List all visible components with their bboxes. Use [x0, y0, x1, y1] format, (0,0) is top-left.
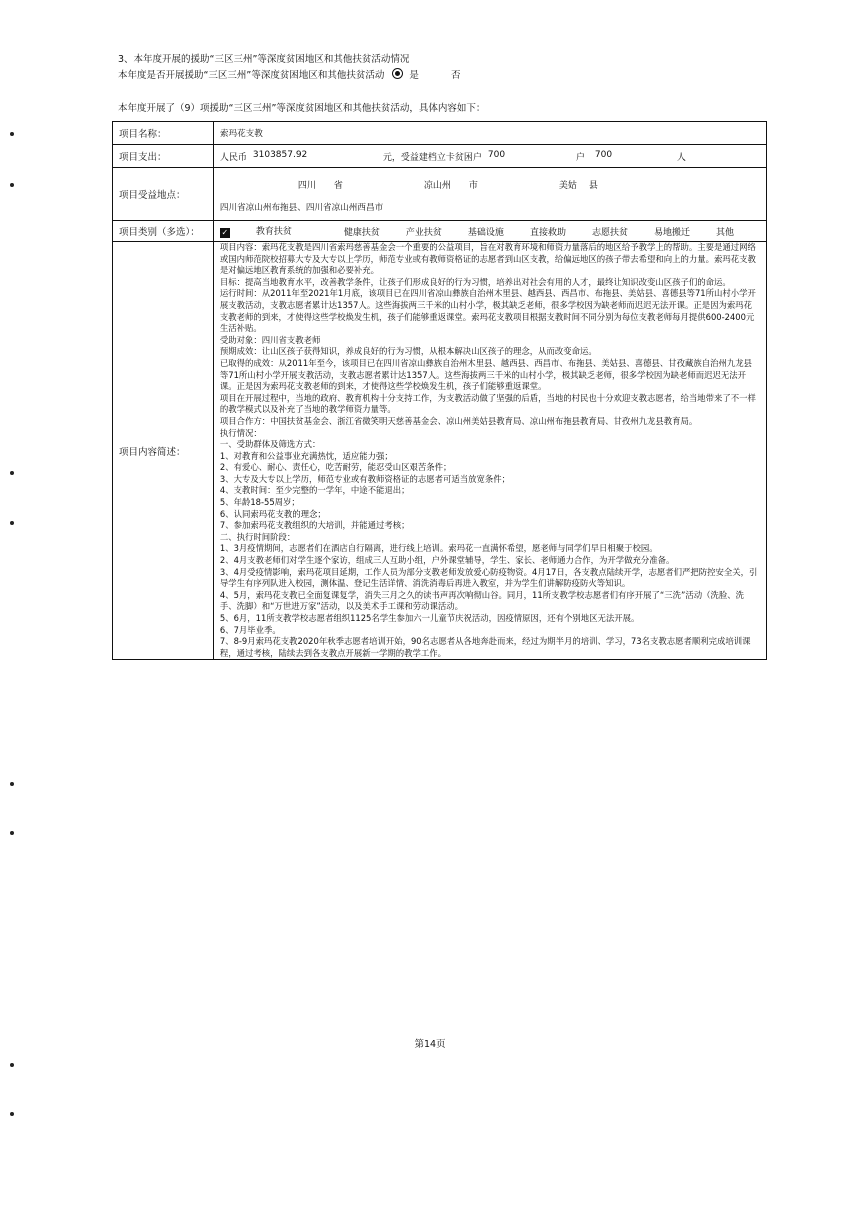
desc-paragraph: 受助对象：四川省支教老师 [219, 334, 321, 345]
spend-amount: 3103857.92 [252, 149, 308, 160]
province-value: 四川 [297, 180, 316, 191]
desc-paragraph: 预期成效：让山区孩子获得知识，养成良好的行为习惯，从根本解决山区孩子的理念，从而改变命运。 [219, 346, 597, 357]
project-spend-label: 项目支出： [113, 145, 214, 168]
section-header [118, 52, 798, 84]
category-infrastructure[interactable]: 基础设施 [467, 227, 504, 238]
project-table [112, 121, 767, 660]
category-direct-aid[interactable]: 直接救助 [529, 227, 566, 238]
desc-paragraph: 5、年龄18-55周岁； [219, 497, 300, 508]
desc-paragraph: 3、4月受疫情影响，索玛花项目延期，工作人员为部分支教老师发放爱心防疫物资。4月17日，各支教点陆续开学，志愿者们严把防控安全关，引导学生有序列队进入校园，测体温、登记生活详情、消洗消毒后再进入教室，并为学生们讲解防疫防火等知识。 [219, 566, 758, 589]
project-category-cell [213, 221, 766, 242]
desc-paragraph: 4、支教时间：至少完整的一学年，中途不能退出； [219, 485, 410, 496]
desc-paragraph: 2、4月支教老师们对学生逐个家访，组成三人互助小组，户外课堂辅导，学生、家长、老师通力合作，为开学做充分准备。 [219, 555, 675, 566]
desc-paragraph: 2、有爱心、耐心、责任心，吃苦耐劳，能忍受山区艰苦条件； [219, 462, 452, 473]
margin-dot [10, 1063, 14, 1067]
page-number: 第14页 [414, 1039, 446, 1050]
desc-paragraph: 运行时间：从2011年至2021年1月底，该项目已在四川省凉山彝族自治州木里县、越西县、西昌市、布拖县、美姑县、喜德县等71所山村小学开展支教活动，支教志愿者累计达1357人。这些海拔两三千米的山村小学，极其缺乏老师，很多学校因为缺老师而迟迟无法开课。正是因为索玛花支教老师的到来，才使得这些学校焕发生机，孩子们能够重返课堂。索玛花支教项目根据支教时间不同分别为每位支教老师每月提供600-2400元生活补贴。 [219, 288, 756, 334]
category-other[interactable]: 其他 [715, 227, 734, 238]
option-no: 否 [451, 70, 461, 81]
project-name-label: 项目名称： [113, 122, 214, 145]
margin-dot [10, 132, 14, 136]
activity-question-text: 本年度是否开展援助“三区三州”等深度贫困地区和其他扶贫活动 [118, 70, 385, 81]
category-industry[interactable]: 产业扶贫 [405, 227, 442, 238]
beneficiary-text: 元，受益建档立卡贫困户 [382, 152, 482, 163]
currency-label: 人民币 [219, 152, 247, 163]
desc-paragraph: 二、执行时间阶段： [219, 531, 296, 542]
household-unit: 户 [575, 152, 585, 163]
margin-dot [10, 782, 14, 786]
project-spend-cell [213, 145, 766, 168]
county-unit: 县 [588, 180, 598, 191]
project-description-cell [213, 242, 766, 660]
desc-paragraph: 执行情况： [219, 427, 262, 438]
project-location-label: 项目受益地点： [113, 168, 214, 221]
desc-paragraph: 7、8-9月索玛花支教2020年秋季志愿者培训开始，90名志愿者从各地奔赴而来，经过为期半月的培训、学习，73名支教志愿者顺利完成培训课程，通过考核，陆续去到各支教点开展新一学期的教学工作。 [219, 636, 751, 658]
people-count: 700 [594, 149, 613, 160]
desc-paragraph: 5、6月，11所支教学校志愿者组织1125名学生参加六一儿童节庆祝活动，因疫情原因，还有个别地区无法开展。 [219, 613, 640, 623]
margin-dot [10, 1112, 14, 1116]
category-relocation[interactable]: 易地搬迁 [653, 227, 690, 238]
desc-paragraph: 一、受助群体及筛选方式： [219, 439, 321, 450]
desc-paragraph: 项目在开展过程中，当地的政府、教育机构十分支持工作，为支教活动做了坚强的后盾，当地的村民也十分欢迎支教志愿者，给当地带来了不一样的教学模式以及补充了当地的教学师资力量等。 [219, 392, 756, 415]
city-value: 凉山州 [423, 180, 451, 191]
desc-paragraph: 6、7月毕业季。 [219, 624, 281, 635]
category-education[interactable]: ✓ 教育扶贫 [221, 227, 292, 237]
category-health[interactable]: 健康扶贫 [343, 227, 380, 238]
section-title: 3、本年度开展的援助“三区三州”等深度贫困地区和其他扶贫活动情况 [118, 54, 410, 65]
people-unit: 人 [676, 152, 686, 163]
province-unit: 省 [333, 180, 343, 191]
desc-paragraph: 4、5月，索玛花支教已全面复课复学，消失三月之久的读书声再次响彻山谷。同月，11所支教学校志愿者们有序开展了“三洗”活动（洗脸、洗手、洗脚）和“万世进万家”活动，以及美术手工课和劳动课活动。 [219, 589, 744, 612]
desc-paragraph: 6、认同索玛花支教的理念； [219, 508, 326, 519]
location-detail: 四川省凉山州布拖县、四川省凉山州西昌市 [219, 202, 384, 213]
radio-selected-icon[interactable] [392, 68, 403, 79]
city-unit: 市 [468, 180, 478, 191]
activity-question [118, 68, 798, 84]
margin-dot [10, 831, 14, 835]
desc-paragraph: 项目内容：索玛花支教是四川省索玛慈善基金会一个重要的公益项目，旨在对教育环境和师资力量落后的地区给予教学上的帮助。主要是通过网络或国内师范院校招募大专及大专以上学历，师范专业或有教师资格证的志愿者到山区支教，给偏远地区的孩子带去希望和向上的力量。索玛花支教是对偏远地区教育系统的加强和必要补充。 [219, 242, 756, 276]
option-yes: 是 [409, 70, 419, 81]
checkbox-checked-icon[interactable]: ✓ [221, 228, 229, 237]
project-location-cell [213, 168, 766, 221]
margin-dot [10, 521, 14, 525]
desc-paragraph: 已取得的成效：从2011年至今，该项目已在四川省凉山彝族自治州木里县、越西县、西昌市、布拖县、美姑县、喜德县、甘孜藏族自治州九龙县等71所山村小学开展支教活动，支教志愿者累计达1357人。这些海拔两三千米的山村小学，极其缺乏老师，很多学校因为缺老师而迟迟无法开课。正是因为索玛花支教老师的到来，才使得这些学校焕发生机，孩子们能够重返课堂。 [219, 357, 753, 392]
desc-paragraph: 7、参加索玛花支教组织的大培训，并能通过考核； [219, 520, 410, 531]
category-volunteer[interactable]: 志愿扶贫 [591, 227, 628, 238]
project-category-label: 项目类别（多选）： [113, 221, 214, 242]
project-name-value: 索玛花支教 [213, 122, 766, 145]
county-value: 美姑 [558, 180, 577, 191]
household-count: 700 [487, 149, 506, 160]
desc-paragraph: 目标：提高当地教育水平，改善教学条件，让孩子们形成良好的行为习惯，培养出对社会有用的人才，最终让知识改变山区孩子们的命运。 [219, 276, 731, 287]
margin-dot [10, 471, 14, 475]
desc-paragraph: 1、3月疫情期间，志愿者们在酒店自行隔离，进行线上培训。索玛花一直满怀希望，愿老师与同学们早日相聚于校园。 [219, 543, 658, 554]
desc-paragraph: 1、对教育和公益事业充满热忱，适应能力强； [219, 450, 393, 461]
intro-text: 本年度开展了（9）项援助“三区三州”等深度贫困地区和其他扶贫活动，具体内容如下： [118, 103, 486, 114]
project-description-label: 项目内容简述： [113, 242, 214, 660]
desc-paragraph: 项目合作方：中国扶贫基金会、浙江省微笑明天慈善基金会、凉山州美姑县教育局、凉山州布拖县教育局、甘孜州九龙县教育局。 [219, 415, 698, 426]
margin-dot [10, 183, 14, 187]
desc-paragraph: 3、大专及大专以上学历，师范专业或有教师资格证的志愿者可适当放宽条件； [219, 473, 510, 484]
